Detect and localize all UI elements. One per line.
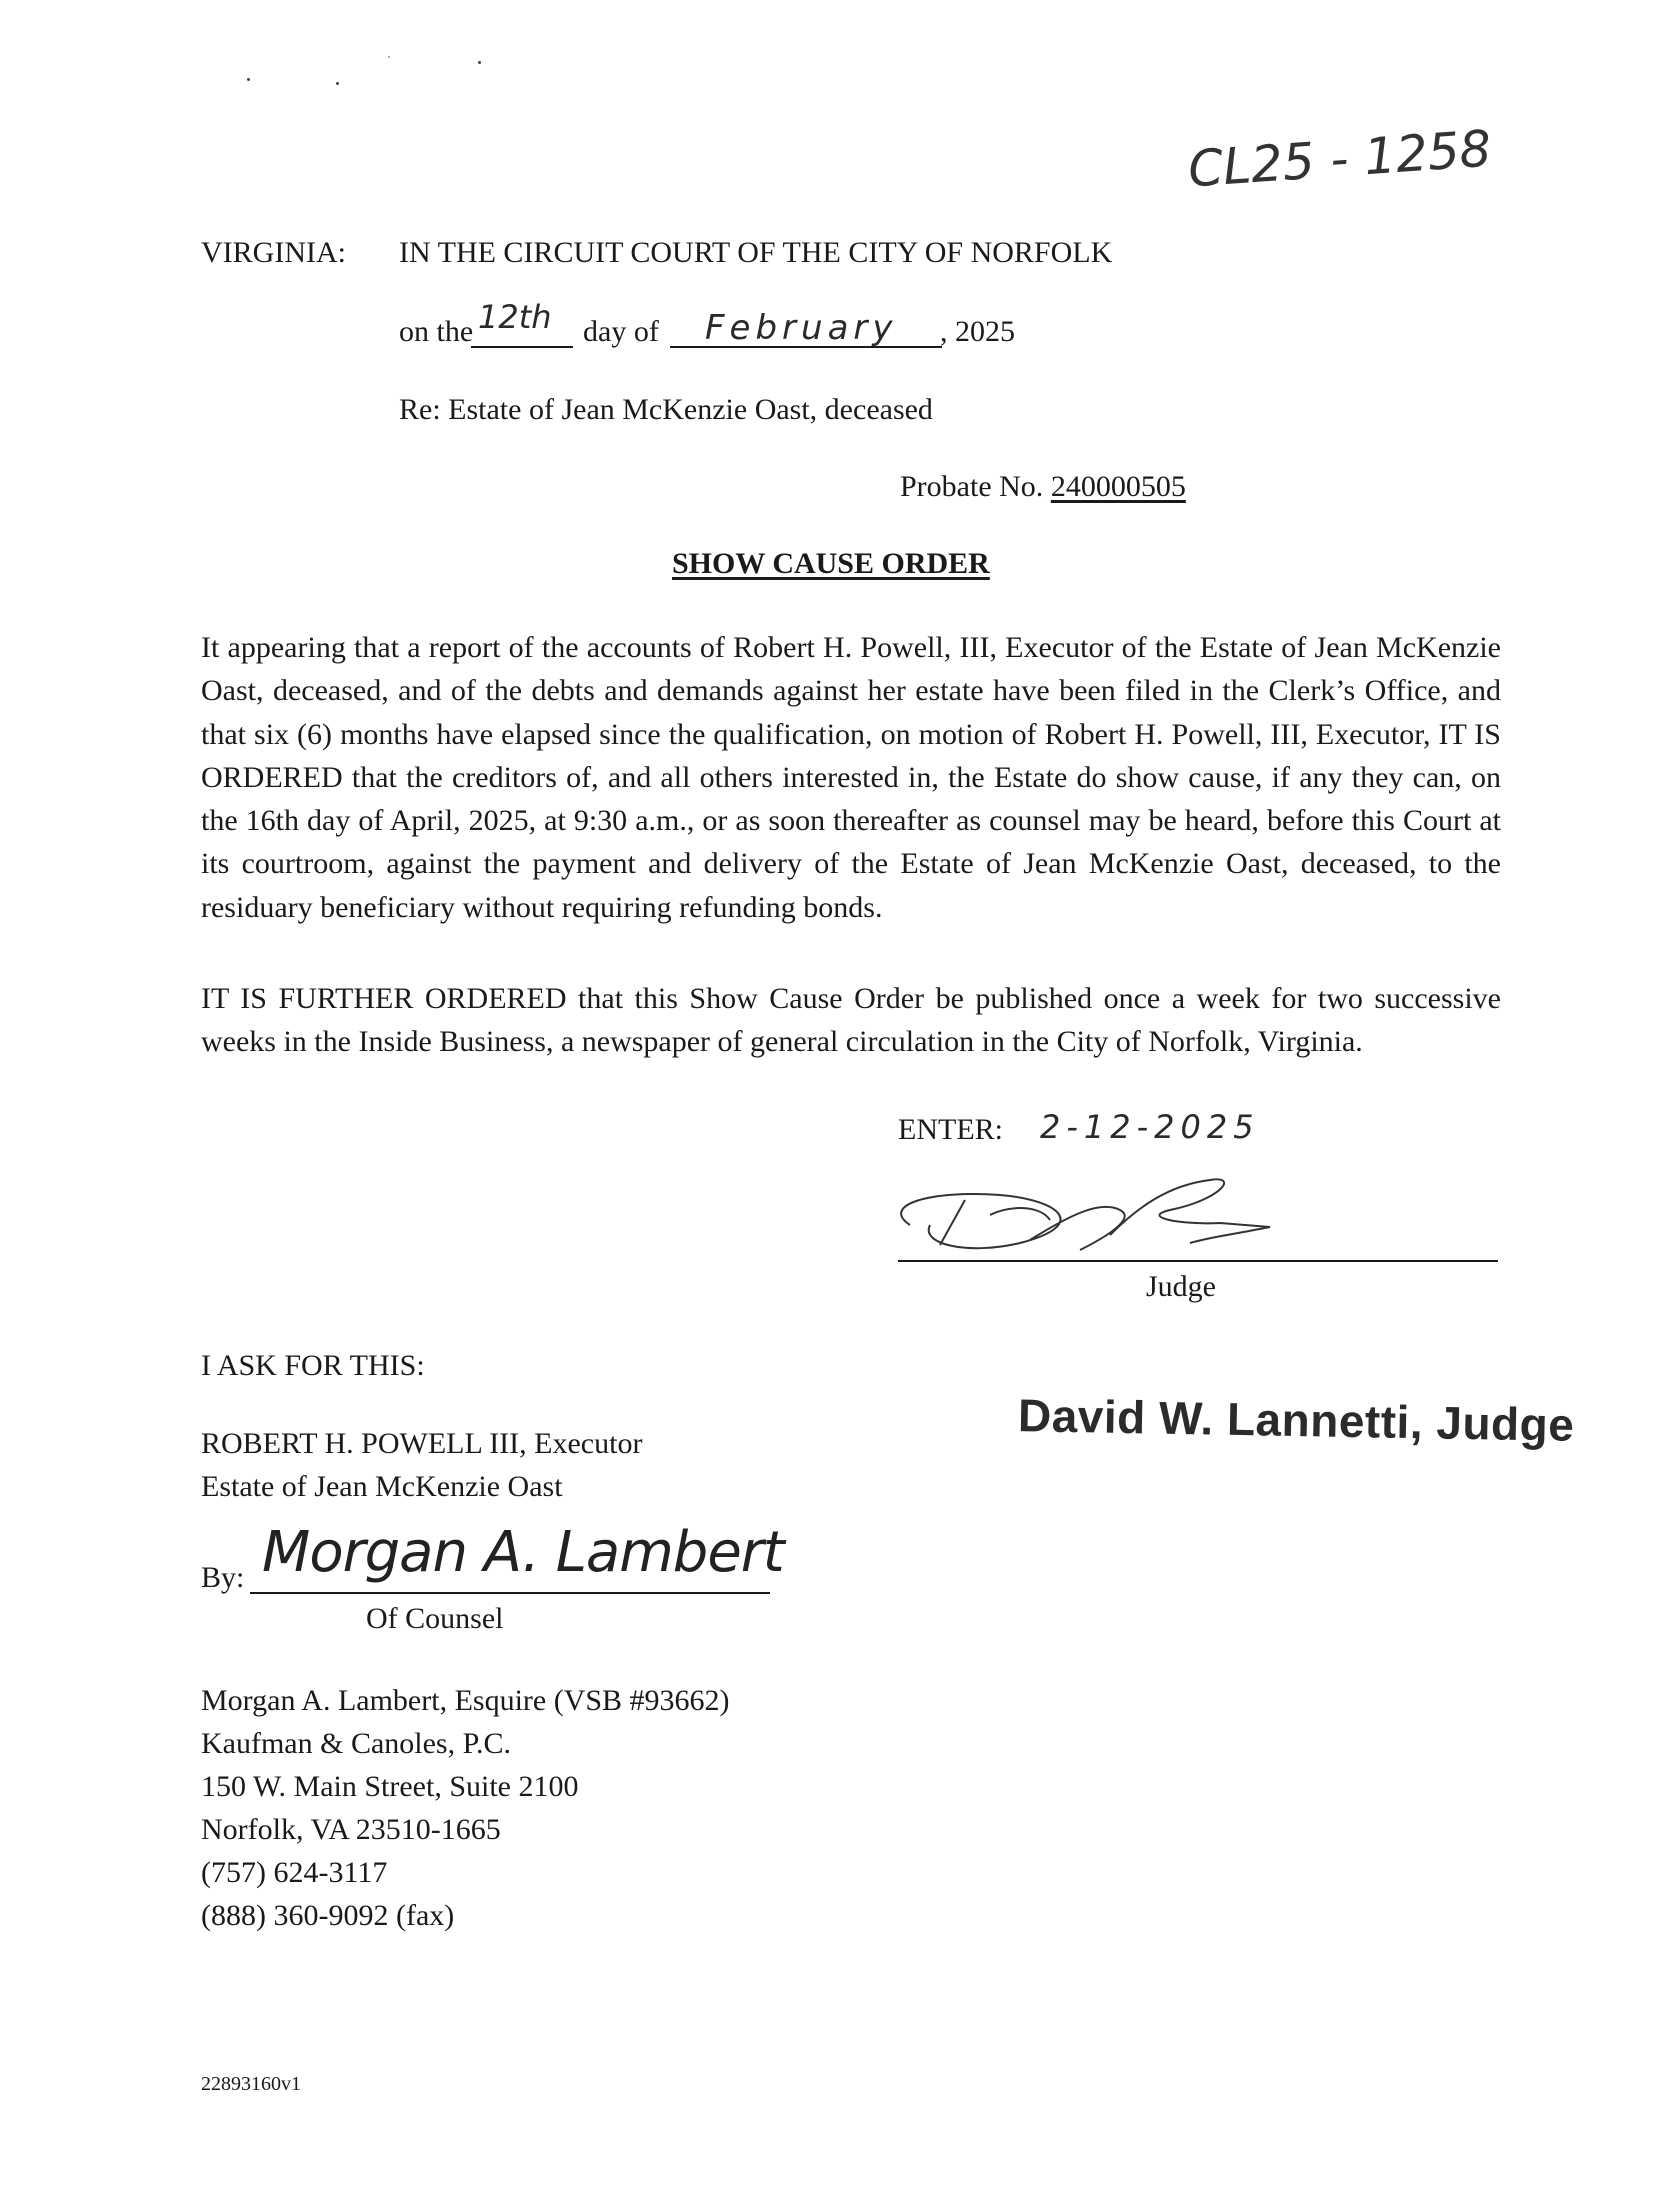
day-blank-line xyxy=(471,346,573,348)
of-counsel-label: Of Counsel xyxy=(366,1602,504,1635)
judge-signature-line xyxy=(898,1260,1498,1262)
order-paragraph-2: IT IS FURTHER ORDERED that this Show Cause Order be published once a week for two successive weeks in the Inside Business, a newspaper of general circulation in the City of Norfolk, Virginia. xyxy=(201,982,1501,1059)
enter-label: ENTER: xyxy=(898,1113,1003,1146)
re-line: Re: Estate of Jean McKenzie Oast, deceased xyxy=(399,393,933,426)
order-title: SHOW CAUSE ORDER xyxy=(672,547,990,580)
scan-speck xyxy=(478,61,481,64)
law-firm: Kaufman & Canoles, P.C. xyxy=(201,1727,511,1760)
day-of-label: day of xyxy=(583,315,659,348)
firm-city: Norfolk, VA 23510-1665 xyxy=(201,1813,501,1846)
month-handwritten: February xyxy=(705,308,898,348)
enter-date-handwritten: 2-12-2025 xyxy=(1040,1108,1260,1146)
counsel-signature: Morgan A. Lambert xyxy=(262,1520,784,1585)
document-id: 22893160v1 xyxy=(201,2073,301,2095)
firm-fax: (888) 360-9092 (fax) xyxy=(201,1899,455,1932)
estate-name: Estate of Jean McKenzie Oast xyxy=(201,1470,563,1503)
scan-speck xyxy=(336,82,339,85)
attorney-name: Morgan A. Lambert, Esquire (VSB #93662) xyxy=(201,1684,730,1717)
state-label: VIRGINIA: xyxy=(201,236,346,269)
scan-speck xyxy=(247,78,250,81)
firm-phone: (757) 624-3117 xyxy=(201,1856,388,1889)
day-handwritten: 12th xyxy=(478,298,552,336)
counsel-signature-line xyxy=(250,1592,770,1594)
probate-number-line xyxy=(900,470,1186,504)
case-number-handwritten: CL25 - 1258 xyxy=(1186,119,1494,199)
ask-for-this: I ASK FOR THIS: xyxy=(201,1349,425,1382)
judge-name-stamp: David W. Lannetti, Judge xyxy=(1017,1389,1575,1451)
judge-signature xyxy=(870,1165,1390,1275)
probate-number: 240000505 xyxy=(1050,470,1186,503)
date-prefix: on the xyxy=(399,315,474,348)
scan-speck xyxy=(388,56,390,58)
court-name: IN THE CIRCUIT COURT OF THE CITY OF NORFOLK xyxy=(399,236,1113,269)
by-label: By: xyxy=(201,1561,245,1594)
firm-street: 150 W. Main Street, Suite 2100 xyxy=(201,1770,579,1803)
probate-label: Probate No. xyxy=(900,470,1044,503)
executor-name: ROBERT H. POWELL III, Executor xyxy=(201,1427,643,1460)
year: , 2025 xyxy=(940,315,1015,348)
order-paragraph-1: It appearing that a report of the accounts of Robert H. Powell, III, Executor of the Estate of Jean McKenzie Oast, deceased, and of the debts and demands against her estate have been filed in the Clerk’s Office, and that six (6) months have elapsed since the qualification, on motion of Robert H. Powell, III, Executor, IT IS ORDERED that the creditors of, and all others interested in, the Estate do show cause, if any they can, on the 16th day of April, 2025, at 9:30 a.m., or as soon thereafter as counsel may be heard, before this Court at its courtroom, against the payment and delivery of the Estate of Jean McKenzie Oast, deceased, to the residuary beneficiary without requiring refunding bonds. xyxy=(201,631,1501,924)
judge-label: Judge xyxy=(1146,1270,1216,1303)
